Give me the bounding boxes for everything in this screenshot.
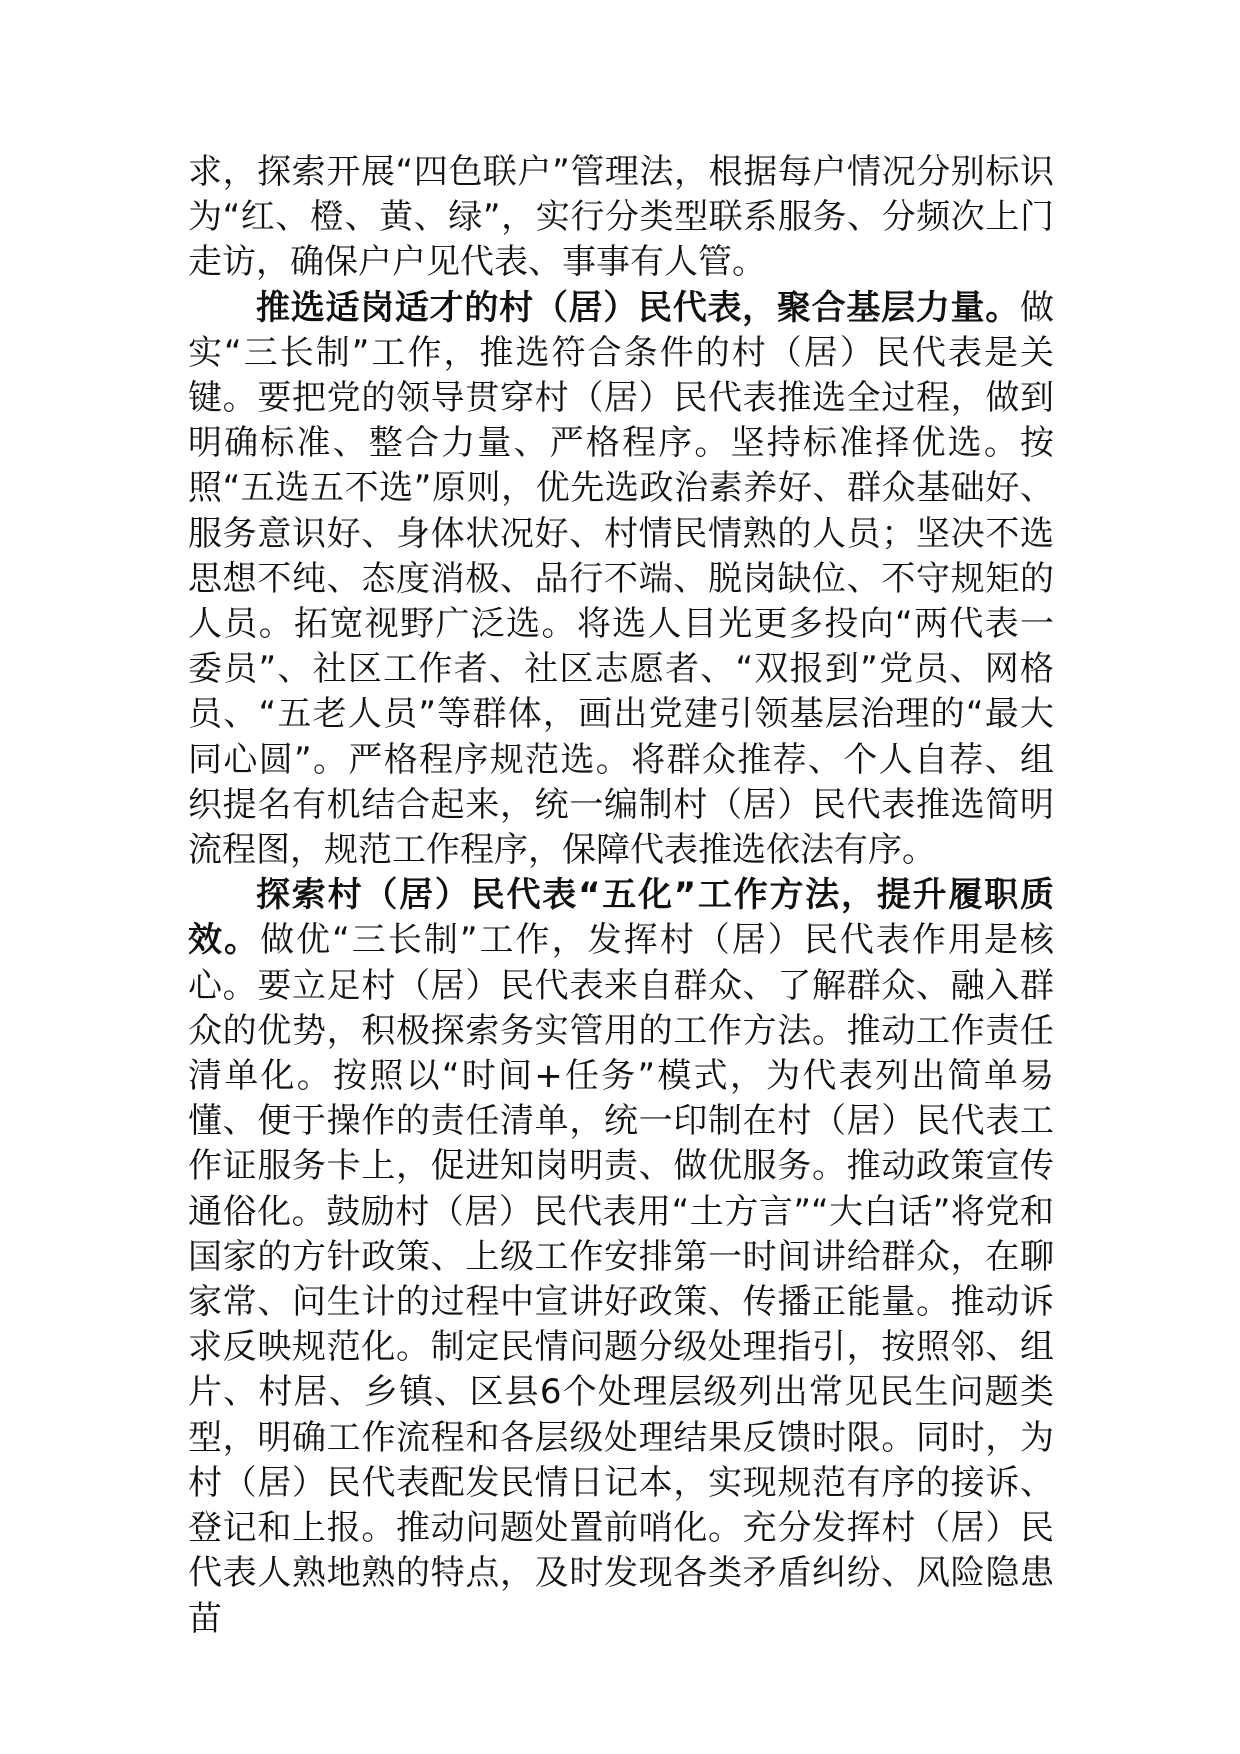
paragraph-1-text: 求，探索开展“四色联户”管理法，根据每户情况分别标识为“红、橙、黄、绿”，实行分类型联系服务、分频次上门走访，确保户户见代表、事事有人管。 bbox=[188, 152, 1054, 283]
document-body bbox=[188, 150, 1054, 1642]
paragraph-3-text: 做优“三长制”工作，发挥村（居）民代表作用是核心。要立足村（居）民代表来自群众、了解群众、融入群众的优势，积极探索务实管用的工作方法。推动工作责任清单化。按照以“时间+任务”模式，为代表列出简单易懂、便于操作的责任清单，统一印制在村（居）民代表工作证服务卡上，促进知岗明责、做优服务。推动政策宣传通俗化。鼓励村（居）民代表用“土方言”“大白话”将党和国家的方针政策、上级工作安排第一时间讲给群众，在聊家常、问生计的过程中宣讲好政策、传播正能量。推动诉求反映规范化。制定民情问题分级处理指引，按照邻、组片、村居、乡镇、区县6个处理层级列出常见民生问题类型，明确工作流程和各层级处理结果反馈时限。同时，为村（居）民代表配发民情日记本，实现规范有序的接诉、登记和上报。推动问题处置前哨化。充分发挥村（居）民代表人熟地熟的特点，及时发现各类矛盾纠纷、风险隐患苗 bbox=[188, 920, 1055, 1639]
paragraph-3-lead: 探索村（居）民代表“五化”工作方法，提升履职质效。 bbox=[188, 875, 1054, 961]
paragraph-1 bbox=[188, 150, 1054, 286]
paragraph-2 bbox=[188, 286, 1054, 874]
paragraph-2-text: 做实“三长制”工作，推选符合条件的村（居）民代表是关键。要把党的领导贯穿村（居）民代表推选全过程，做到明确标准、整合力量、严格程序。坚持标准择优选。按照“五选五不选”原则，优先选政治素养好、群众基础好、服务意识好、身体状况好、村情民情熟的人员；坚决不选思想不纯、态度消极、品行不端、脱岗缺位、不守规矩的人员。拓宽视野广泛选。将选人目光更多投向“两代表一委员”、社区工作者、社区志愿者、“双报到”党员、网格员、“五老人员”等群体，画出党建引领基层治理的“最大同心圆”。严格程序规范选。将群众推荐、个人自荐、组织提名有机结合起来，统一编制村（居）民代表推选简明流程图，规范工作程序，保障代表推选依法有序。 bbox=[188, 287, 1054, 871]
paragraph-2-lead: 推选适岗适才的村（居）民代表，聚合基层力量。 bbox=[256, 287, 1020, 328]
paragraph-3 bbox=[188, 873, 1054, 1641]
